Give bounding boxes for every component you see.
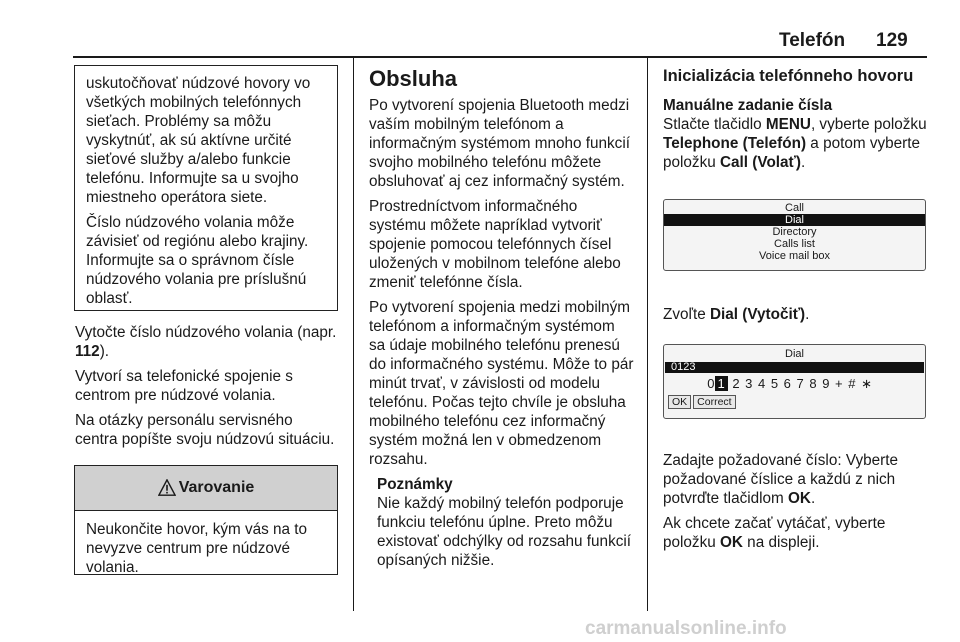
paragraph: Zvoľte Dial (Vytočiť). [663,306,810,323]
warning-header [75,466,337,511]
paragraph: Vytvorí sa telefonické spojenie s centrom pre núdzové volania. [75,368,293,404]
note-block [377,475,635,570]
screen-title: Dial [785,348,804,360]
note-title: Poznámky [377,476,453,493]
emergency-info-box [74,65,338,311]
paragraph: Po vytvorení spojenia medzi mobilným telefónom a informačným systémom sa údaje mobilného telefónu prenesú do informačného systému. Môže to pár minút trvať, v závislosti od modelu telefónu. Počas tejto chvíle je obsluha mobilného telefónu cez informačný systém možná len v obmedzenom rozsahu. [369,299,634,468]
menu-item-directory[interactable]: Directory [772,226,817,238]
menu-item-dial[interactable]: Dial [664,214,925,226]
page-number: 129 [876,30,908,51]
warning-text: Neukončite hovor, kým vás na to nevyzve centrum pre núdzové volania. [86,521,308,576]
digit-selected[interactable]: 1 [717,376,726,391]
warning-box [74,465,338,575]
section-heading: Inicializácia telefónneho hovoru [663,67,914,85]
paragraph: Na otázky personálu servisného centra popíšte svoju núdzovú situáciu. [75,412,335,448]
menu-item-voice-mail[interactable]: Voice mail box [759,250,830,262]
column-divider-left [353,57,354,611]
paragraph: Ak chcete začať vytáčať, vyberte položku OK na displeji. [663,515,886,551]
screen-title: Call [785,202,804,214]
page-header-title: Telefón [779,30,846,51]
subsection-heading: Manuálne zadanie čísla [663,97,833,114]
paragraph: Vytočte číslo núdzového volania (napr. 112). [75,324,337,360]
menu-item-calls-list[interactable]: Calls list [774,238,815,250]
right-column [663,66,929,178]
number-entry-field[interactable]: 0123 [665,362,924,373]
middle-column [369,66,635,570]
watermark: carmanualsonline.info [585,618,787,639]
ok-button[interactable]: OK [668,395,691,409]
paragraph: Stlačte tlačidlo MENU, vyberte položku Telephone (Telefón) a potom vyberte položku Call (Volať). [663,116,927,171]
left-column-text [75,323,337,455]
header-rule [73,56,927,58]
box-paragraph: Číslo núdzového volania môže závisieť od regiónu alebo krajiny. Informujte sa o správnom čísle núdzového volania pre príslušnú oblasť. [86,214,309,307]
warning-title: Varovanie [178,479,255,496]
digit-selector[interactable] [664,373,925,395]
digit-first[interactable]: 0 [707,376,716,391]
right-column-text-2 [663,305,929,330]
dial-screen [663,344,926,419]
section-heading: Obsluha [369,66,458,91]
digit-list[interactable]: 2 3 4 5 6 7 8 9 + # ∗ [732,376,873,391]
note-text: Nie každý mobilný telefón podporuje funkciu telefónu úplne. Preto môžu existovať odchýlky od rozsahu funkcií opísaných nižšie. [377,495,632,569]
dial-button-row [664,395,925,409]
paragraph: Prostredníctvom informačného systému môžete napríklad vytvoriť spojenie pomocou telefónnych čísel uložených v mobilnom telefóne alebo zmeniť telefónne čísla. [369,198,621,291]
paragraph: Zadajte požadované číslo: Vyberte požadované číslice a každú z nich potvrďte tlačidlom OK. [663,452,898,507]
column-divider-right [647,57,648,611]
paragraph: Po vytvorení spojenia Bluetooth medzi vaším mobilným telefónom a informačným systémom mnoho funkcií svojho mobilného telefónu môžete obsluhovať aj cez informačný systém. [369,97,630,190]
correct-button[interactable]: Correct [693,395,735,409]
call-menu-screen [663,199,926,271]
warning-icon [158,479,176,497]
box-paragraph: uskutočňovať núdzové hovory vo všetkých mobilných telefónnych sieťach. Problémy sa môžu vyskytnúť, ak sú aktívne určité sieťové služby a/alebo funkcie telefónu. Informujte sa u svojho miestneho operátora siete. [86,75,311,206]
right-column-text-3 [663,451,929,558]
